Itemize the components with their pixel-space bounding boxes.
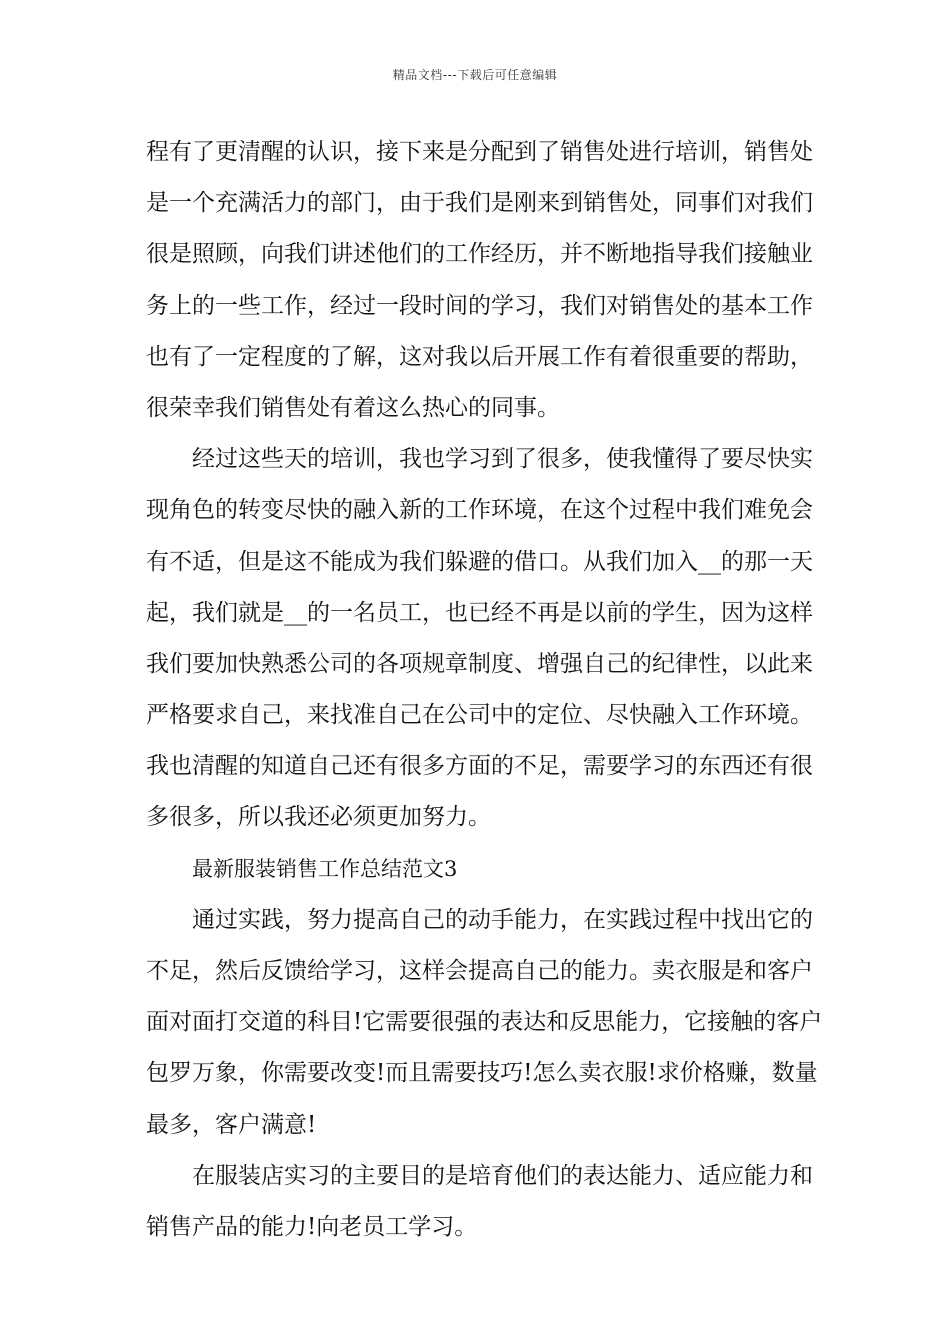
page-header: 精品文档---下载后可任意编辑 <box>392 68 558 82</box>
text-line: 面对面打交道的科目!它需要很强的表达和反思能力，它接触的客户 <box>146 1009 823 1036</box>
text-line: 很荣幸我们销售处有着这么热心的同事。 <box>146 394 560 421</box>
text-line: 不足，然后反馈给学习，这样会提高自己的能力。卖衣服是和客户 <box>146 958 813 984</box>
text-line: 起，我们就是__的一名员工，也已经不再是以前的学生，因为这样 <box>146 599 813 626</box>
text-line: 务上的一些工作，经过一段时间的学习，我们对销售处的基本工作 <box>146 292 813 319</box>
section-title: 最新服装销售工作总结范文3 <box>192 856 458 881</box>
text-line: 经过这些天的培训，我也学习到了很多，使我懂得了要尽快实 <box>192 446 813 473</box>
text-line: 是一个充满活力的部门，由于我们是刚来到销售处，同事们对我们 <box>146 190 813 217</box>
text-line: 通过实践，努力提高自己的动手能力，在实践过程中找出它的 <box>192 906 813 933</box>
text-line: 我也清醒的知道自己还有很多方面的不足，需要学习的东西还有很 <box>146 753 813 780</box>
text-line: 我们要加快熟悉公司的各项规章制度、增强自己的纪律性，以此来 <box>146 650 813 677</box>
text-line: 有不适，但是这不能成为我们躲避的借口。从我们加入__的那一天 <box>146 548 813 575</box>
document-body <box>146 127 823 1253</box>
text-line: 现角色的转变尽快的融入新的工作环境，在这个过程中我们难免会 <box>146 497 813 524</box>
text-line: 程有了更清醒的认识，接下来是分配到了销售处进行培训，销售处 <box>146 139 813 165</box>
text-line: 很是照顾，向我们讲述他们的工作经历，并不断地指导我们接触业 <box>146 241 813 268</box>
text-line: 严格要求自己，来找准自己在公司中的定位、尽快融入工作环境。 <box>146 702 813 729</box>
text-line: 在服装店实习的主要目的是培育他们的表达能力、适应能力和 <box>192 1162 813 1189</box>
text-line: 销售产品的能力!向老员工学习。 <box>146 1213 478 1240</box>
text-line: 多很多，所以我还必须更加努力。 <box>146 804 491 831</box>
text-line: 最多，客户满意! <box>146 1111 317 1138</box>
text-line: 也有了一定程度的了解，这对我以后开展工作有着很重要的帮助， <box>146 343 813 370</box>
text-line: 包罗万象，你需要改变!而且需要技巧!怎么卖衣服!求价格赚，数量 <box>146 1060 818 1087</box>
